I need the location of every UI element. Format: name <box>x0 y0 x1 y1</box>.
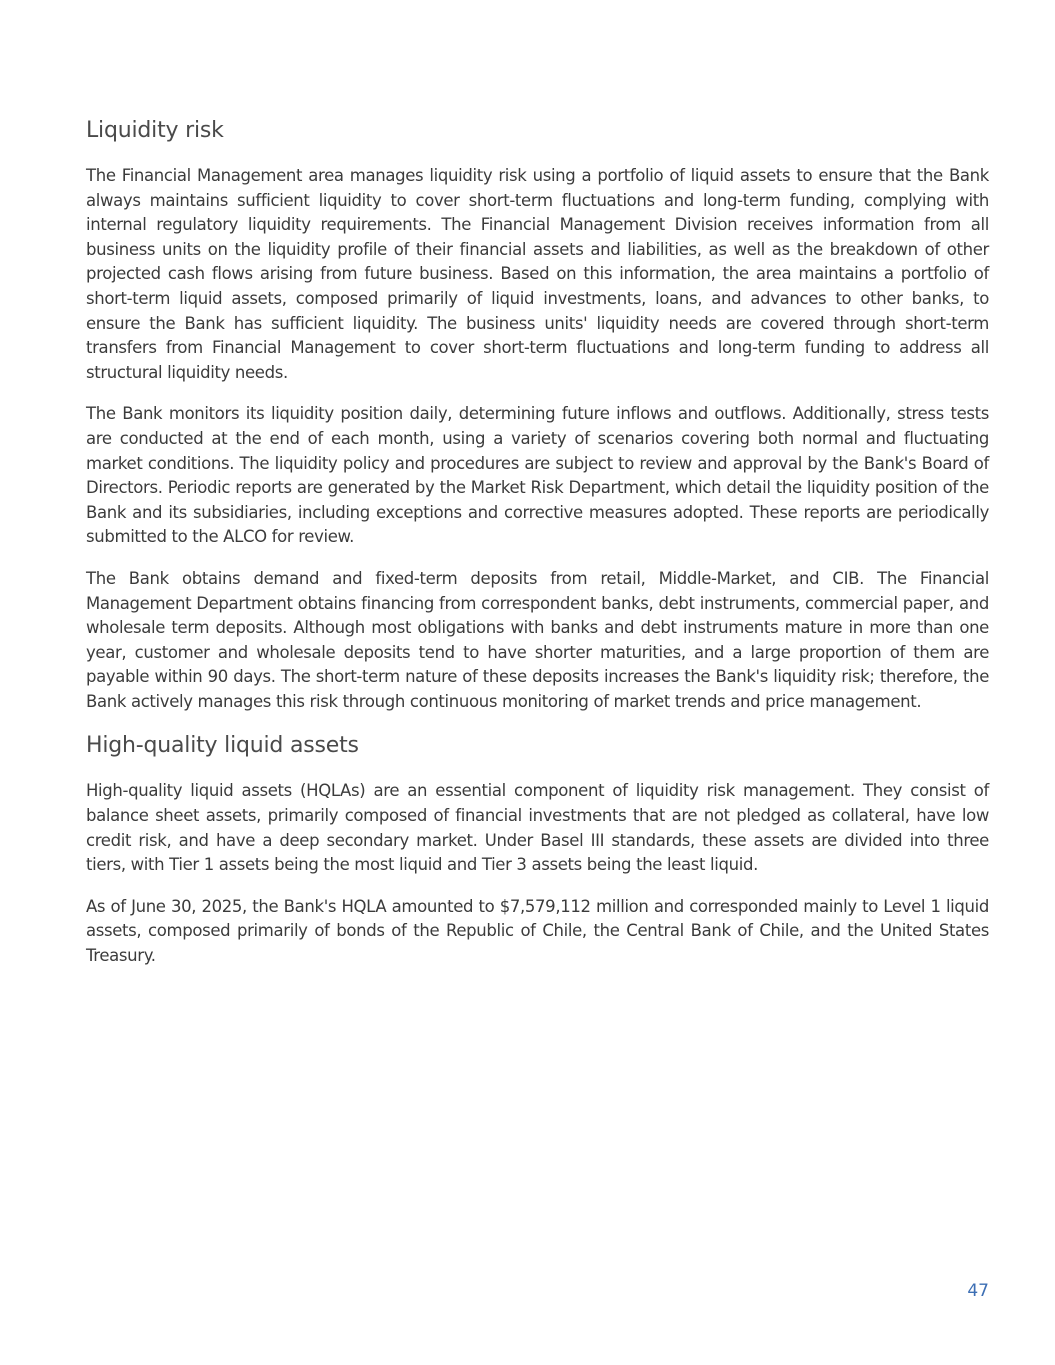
page-number: 47 <box>967 1281 989 1301</box>
section-high-quality-liquid-assets <box>86 731 989 968</box>
section-liquidity-risk <box>86 116 989 714</box>
document-body <box>86 116 989 986</box>
paragraph: The Bank obtains demand and fixed-term deposits from retail, Middle-Market, and CIB. The Financial Management Department obtains financing from correspondent banks, debt instruments, commercial paper, and wholesale term deposits. Although most obligations with banks and debt instruments mature in more than one year, customer and wholesale deposits tend to have shorter maturities, and a large proportion of them are payable within 90 days. The short-term nature of these deposits increases the Bank's liquidity risk; therefore, the Bank actively manages this risk through continuous monitoring of market trends and price management. <box>86 568 989 711</box>
paragraph: High-quality liquid assets (HQLAs) are an essential component of liquidity risk management. They consist of balance sheet assets, primarily composed of financial investments that are not pledged as collateral, have low credit risk, and have a deep secondary market. Under Basel III standards, these assets are divided into three tiers, with Tier 1 assets being the most liquid and Tier 3 assets being the least liquid. <box>86 781 989 875</box>
paragraph: The Bank monitors its liquidity position daily, determining future inflows and outflows. Additionally, stress tests are conducted at the end of each month, using a variety of scenarios covering both normal and fluctuating market conditions. The liquidity policy and procedures are subject to review and approval by the Bank's Board of Directors. Periodic reports are generated by the Market Risk Department, which detail the liquidity position of the Bank and its subsidiaries, including exceptions and corrective measures adopted. These reports are periodically submitted to the ALCO for review. <box>86 404 989 547</box>
section-heading: High-quality liquid assets <box>86 733 359 759</box>
paragraph: The Financial Management area manages liquidity risk using a portfolio of liquid assets to ensure that the Bank always maintains sufficient liquidity to cover short-term fluctuations and long-term funding, complying with internal regulatory liquidity requirements. The Financial Management Division receives information from all business units on the liquidity profile of their financial assets and liabilities, as well as the breakdown of other projected cash flows arising from future business. Based on this information, the area maintains a portfolio of short-term liquid assets, composed primarily of liquid investments, loans, and advances to other banks, to ensure the Bank has sufficient liquidity. The business units' liquidity needs are covered through short-term transfers from Financial Management to cover short-term fluctuations and long-term funding to address all structural liquidity needs. <box>86 166 989 382</box>
paragraph: As of June 30, 2025, the Bank's HQLA amounted to $7,579,112 million and corresponded mainly to Level 1 liquid assets, composed primarily of bonds of the Republic of Chile, the Central Bank of Chile, and the United States Treasury. <box>86 896 989 966</box>
section-heading: Liquidity risk <box>86 118 224 143</box>
